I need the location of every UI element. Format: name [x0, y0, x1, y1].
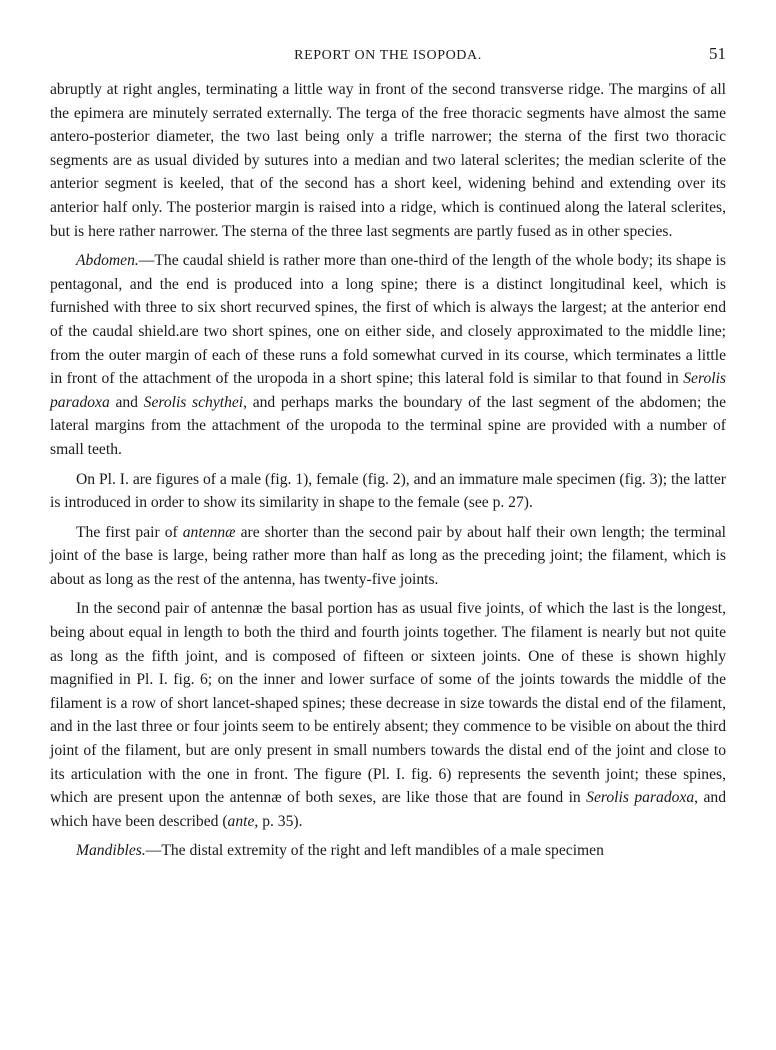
text-run: and — [109, 393, 144, 411]
text-run: —The caudal shield is rather more than one-third of the length of the whole body; its shape is pentagonal, and the end is produced into a long spine; there is a distinct longitudinal keel, which is furnished with three to six short recurved spines, the first of which is always the largest; at the anterior end of the caudal shield.are two short spines, one on either side, and closely approximated to the middle line; from the outer margin of each of these runs a fold somewhat curved in its course, which terminates a little in front of the attachment of the uropoda in a short spine; this lateral fold is similar to that found in — [50, 252, 726, 388]
reference-ante: ante — [227, 812, 255, 830]
paragraph-mandibles — [50, 839, 726, 863]
species-name: Serolis schythei — [143, 393, 244, 411]
text-run: , and which have been described ( — [50, 789, 727, 830]
text-run: In the second pair of antennæ the basal portion has as usual five joints, of which the last is the longest, being about equal in length to both the third and fourth joints together. The filament is nearly but not quite as long as the fifth joint, and is composed of fifteen or sixteen joints. One of these is shown highly magnified in Pl. I. fig. 6; on the inner and lower surface of some of the joints towards the middle of the filament is a row of short lancet-shaped spines; these decrease in size towards the distal end of the filament, and in the last three or four joints seem to be entirely absent; they commence to be visible on about the third joint of the filament, but are only present in small numbers towards the distal end of the joint and close to its articulation with the one in front. The figure (Pl. I. fig. 6) represents the seventh joint; these spines, which are present upon the antennæ of both sexes, are like those that are found in — [50, 600, 726, 807]
paragraph-first-antennae — [50, 521, 726, 592]
text-run: abruptly at right angles, terminating a little way in front of the second transverse ridge. The margins of all the epimera are minutely serrated externally. The terga of the free thoracic segments have almost the same antero-posterior diameter, the two last being only a trifle narrower; the sterna of the first two thoracic segments are as usual divided by sutures into a median and two lateral sclerites; the median sclerite of the anterior segment is keeled, that of the second has a short keel, widening behind and extending over its anterior half only. The posterior margin is raised into a ridge, which is continued along the lateral sclerites, but is here rather narrower. The sterna of the three last segments are partly fused as in other species. — [50, 81, 726, 240]
text-run: The first pair of — [76, 523, 183, 541]
species-name: Serolis paradoxa — [586, 789, 695, 807]
running-title: REPORT ON THE ISOPODA. — [294, 48, 482, 63]
term-antennae: antennæ — [182, 523, 236, 541]
body-text — [50, 78, 726, 863]
text-run: —The distal extremity of the right and left mandibles of a male specimen — [145, 842, 604, 860]
species-name: Serolis paradoxa — [50, 370, 726, 411]
section-heading-mandibles: Mandibles. — [76, 842, 146, 860]
paragraph-second-antennae — [50, 597, 726, 833]
page-number: 51 — [709, 44, 726, 63]
text-run: , p. 35). — [254, 812, 303, 830]
text-run: , and perhaps marks the boundary of the last segment of the abdomen; the lateral margins from the attachment of the uropoda to the terminal spine are provided with a number of small teeth. — [50, 393, 727, 458]
paragraph-abdomen — [50, 249, 726, 461]
text-run: On Pl. I. are figures of a male (fig. 1), female (fig. 2), and an immature male specimen (fig. 3); the latter is introduced in order to show its similarity in shape to the female (see p. 27). — [50, 470, 726, 512]
text-run: are shorter than the second pair by about half their own length; the terminal joint of the base is large, being rather more than half as long as the preceding joint; the filament, which is about as long as the rest of the antenna, has twenty-five joints. — [50, 523, 726, 588]
paragraph-plate-figures — [50, 468, 726, 515]
paragraph-thoracic-sterna — [50, 78, 726, 243]
document-page — [50, 38, 726, 863]
running-header — [50, 38, 726, 78]
section-heading-abdomen: Abdomen. — [76, 252, 139, 270]
